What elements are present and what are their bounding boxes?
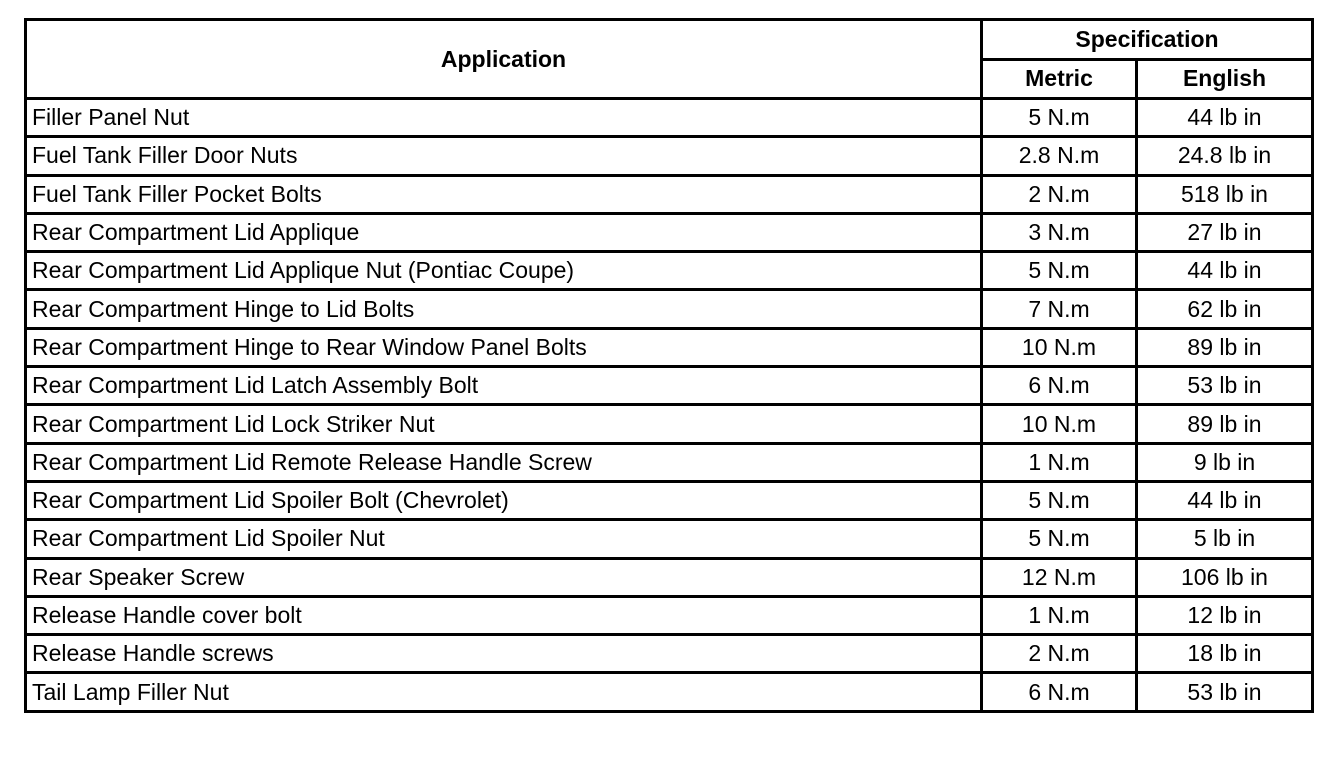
application-cell: Rear Compartment Lid Lock Striker Nut	[26, 405, 982, 443]
metric-cell: 1 N.m	[982, 443, 1137, 481]
table-row	[26, 252, 1313, 290]
table-row	[26, 405, 1313, 443]
application-cell: Release Handle cover bolt	[26, 596, 982, 634]
application-cell: Rear Compartment Lid Latch Assembly Bolt	[26, 367, 982, 405]
application-cell: Fuel Tank Filler Pocket Bolts	[26, 175, 982, 213]
english-cell: 53 lb in	[1137, 367, 1313, 405]
fastener-spec-table	[24, 18, 1314, 713]
metric-cell: 6 N.m	[982, 367, 1137, 405]
table-header	[26, 20, 1313, 99]
metric-cell: 1 N.m	[982, 596, 1137, 634]
table-row	[26, 596, 1313, 634]
metric-cell: 7 N.m	[982, 290, 1137, 328]
table-row	[26, 520, 1313, 558]
metric-column-header: Metric	[982, 59, 1137, 99]
english-cell: 27 lb in	[1137, 213, 1313, 251]
table-row	[26, 481, 1313, 519]
table-row	[26, 673, 1313, 711]
application-column-header: Application	[26, 20, 982, 99]
metric-cell: 3 N.m	[982, 213, 1137, 251]
table-row	[26, 367, 1313, 405]
english-cell: 44 lb in	[1137, 481, 1313, 519]
english-cell: 53 lb in	[1137, 673, 1313, 711]
application-cell: Rear Compartment Hinge to Rear Window Panel Bolts	[26, 328, 982, 366]
table-row	[26, 443, 1313, 481]
application-cell: Rear Compartment Lid Spoiler Bolt (Chevrolet)	[26, 481, 982, 519]
application-cell: Rear Compartment Lid Applique	[26, 213, 982, 251]
table-row	[26, 290, 1313, 328]
metric-cell: 2 N.m	[982, 635, 1137, 673]
application-cell: Tail Lamp Filler Nut	[26, 673, 982, 711]
english-cell: 44 lb in	[1137, 252, 1313, 290]
metric-cell: 5 N.m	[982, 252, 1137, 290]
english-cell: 5 lb in	[1137, 520, 1313, 558]
english-cell: 89 lb in	[1137, 328, 1313, 366]
metric-cell: 5 N.m	[982, 520, 1137, 558]
table-row	[26, 213, 1313, 251]
table-row	[26, 328, 1313, 366]
application-cell: Rear Compartment Lid Spoiler Nut	[26, 520, 982, 558]
english-cell: 62 lb in	[1137, 290, 1313, 328]
application-cell: Rear Compartment Lid Remote Release Handle Screw	[26, 443, 982, 481]
english-cell: 518 lb in	[1137, 175, 1313, 213]
application-cell: Rear Compartment Hinge to Lid Bolts	[26, 290, 982, 328]
english-cell: 106 lb in	[1137, 558, 1313, 596]
application-cell: Rear Compartment Lid Applique Nut (Pontiac Coupe)	[26, 252, 982, 290]
metric-cell: 10 N.m	[982, 405, 1137, 443]
application-cell: Fuel Tank Filler Door Nuts	[26, 137, 982, 175]
metric-cell: 5 N.m	[982, 481, 1137, 519]
metric-cell: 6 N.m	[982, 673, 1137, 711]
application-cell: Release Handle screws	[26, 635, 982, 673]
english-cell: 12 lb in	[1137, 596, 1313, 634]
application-cell: Filler Panel Nut	[26, 99, 982, 137]
english-cell: 18 lb in	[1137, 635, 1313, 673]
english-cell: 89 lb in	[1137, 405, 1313, 443]
specification-column-header: Specification	[982, 20, 1313, 60]
english-cell: 9 lb in	[1137, 443, 1313, 481]
table-row	[26, 558, 1313, 596]
metric-cell: 12 N.m	[982, 558, 1137, 596]
metric-cell: 5 N.m	[982, 99, 1137, 137]
metric-cell: 10 N.m	[982, 328, 1137, 366]
application-cell: Rear Speaker Screw	[26, 558, 982, 596]
table-row	[26, 99, 1313, 137]
english-cell: 24.8 lb in	[1137, 137, 1313, 175]
table-row	[26, 137, 1313, 175]
header-row-top	[26, 20, 1313, 60]
metric-cell: 2 N.m	[982, 175, 1137, 213]
table-row	[26, 635, 1313, 673]
english-column-header: English	[1137, 59, 1313, 99]
metric-cell: 2.8 N.m	[982, 137, 1137, 175]
english-cell: 44 lb in	[1137, 99, 1313, 137]
table-body	[26, 99, 1313, 712]
table-row	[26, 175, 1313, 213]
